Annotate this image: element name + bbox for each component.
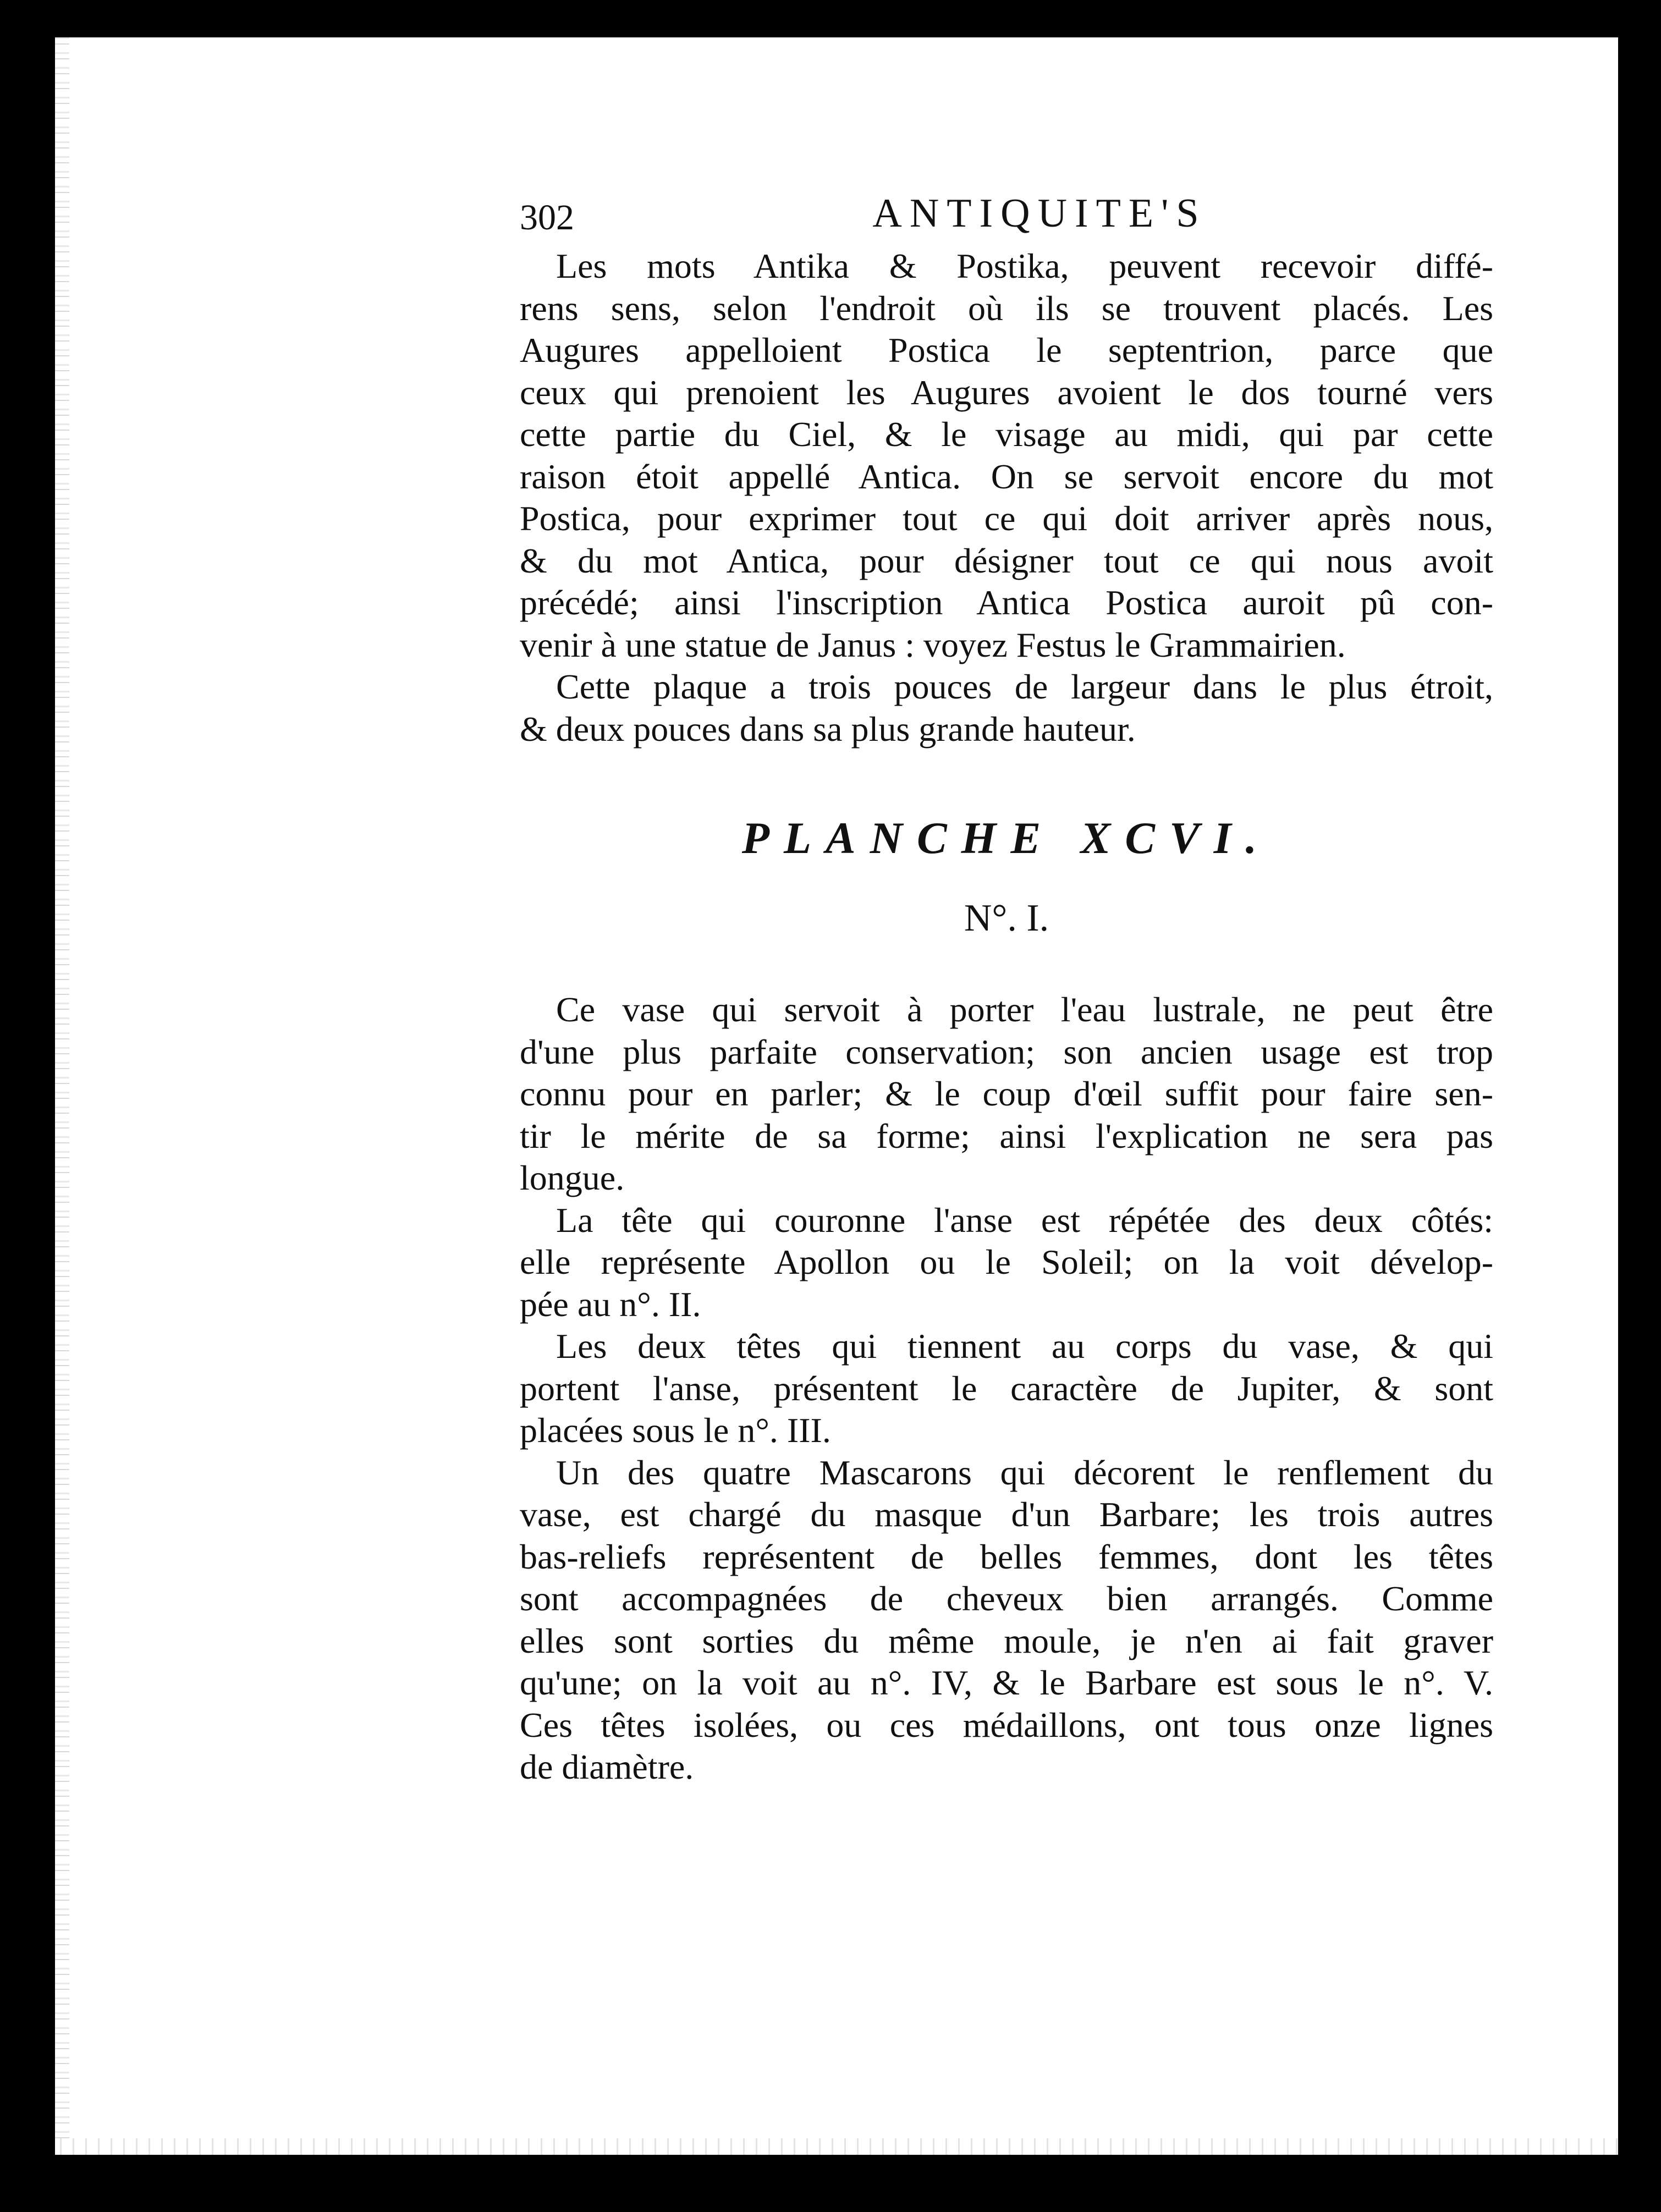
- text-line: qu'une; on la voit au n°. IV, & le Barbare est sous le n°. V.: [520, 1663, 1493, 1702]
- text-line: elle représente Apollon ou le Soleil; on la voit dévelop-: [520, 1242, 1493, 1281]
- text-line: Cette plaque a trois pouces de largeur dans le plus étroit,: [556, 667, 1493, 706]
- plate-number: N°. I.: [964, 897, 1049, 939]
- running-head: [520, 192, 1493, 245]
- text-line: & deux pouces dans sa plus grande hauteur.: [520, 709, 1136, 749]
- text-line: cette partie du Ciel, & le visage au midi, qui par cette: [520, 415, 1493, 454]
- text-line: raison étoit appellé Antica. On se servoit encore du mot: [520, 456, 1493, 496]
- text-line: Les mots Antika & Postika, peuvent recevoir diffé-: [556, 246, 1493, 285]
- text-line: Ce vase qui servoit à porter l'eau lustrale, ne peut être: [556, 990, 1493, 1029]
- paragraph-vase-lustrale: [520, 989, 1493, 1199]
- text-line: rens sens, selon l'endroit où ils se trouvent placés. Les: [520, 288, 1493, 328]
- text-line: Les deux têtes qui tiennent au corps du vase, & qui: [556, 1327, 1493, 1366]
- text-line: portent l'anse, présentent le caractère de Jupiter, & sont: [520, 1368, 1493, 1408]
- running-title: ANTIQUITE'S: [872, 191, 1207, 236]
- paragraph-tete-anse: [520, 1199, 1493, 1326]
- page-bottom-edge: [55, 2138, 1618, 2155]
- text-line: longue.: [520, 1158, 625, 1197]
- text-line: d'une plus parfaite conservation; son ancien usage est trop: [520, 1032, 1493, 1071]
- plate-title: PLANCHE XCVI.: [741, 813, 1272, 863]
- text-line: pée au n°. II.: [520, 1284, 701, 1324]
- text-line: & du mot Antica, pour désigner tout ce qui nous avoit: [520, 541, 1493, 580]
- page-number: 302: [520, 197, 574, 238]
- paragraph-plaque-dimensions: [520, 666, 1493, 750]
- text-line: Ces têtes isolées, ou ces médaillons, ont tous onze lignes: [520, 1705, 1493, 1745]
- text-line: Augures appelloient Postica le septentrion, parce que: [520, 331, 1493, 370]
- text-line: placées sous le n°. III.: [520, 1411, 831, 1450]
- text-line: Un des quatre Mascarons qui décorent le renflement du: [556, 1452, 1493, 1492]
- scanned-page: [55, 37, 1618, 2155]
- text-line: bas-reliefs représentent de belles femmes, dont les têtes: [520, 1537, 1493, 1576]
- text-line: de diamètre.: [520, 1747, 694, 1786]
- text-line: venir à une statue de Janus : voyez Festus le Grammairien.: [520, 625, 1346, 664]
- paragraph-mascarons: [520, 1452, 1493, 1789]
- text-line: tir le mérite de sa forme; ainsi l'explication ne sera pas: [520, 1116, 1493, 1155]
- text-line: La tête qui couronne l'anse est répétée des deux côtés:: [556, 1200, 1493, 1240]
- page-left-edge: [55, 37, 69, 2155]
- text-line: elles sont sorties du même moule, je n'en ai fait graver: [520, 1621, 1493, 1660]
- text-line: vase, est chargé du masque d'un Barbare; les trois autres: [520, 1495, 1493, 1534]
- text-line: ceux qui prenoient les Augures avoient le dos tourné vers: [520, 372, 1493, 412]
- text-line: sont accompagnées de cheveux bien arrangés. Comme: [520, 1579, 1493, 1618]
- text-line: précédé; ainsi l'inscription Antica Postica auroit pû con-: [520, 583, 1493, 622]
- text-line: connu pour en parler; & le coup d'œil suffit pour faire sen-: [520, 1074, 1493, 1113]
- paragraph-antika-postika: [520, 245, 1493, 666]
- text-line: Postica, pour exprimer tout ce qui doit arriver après nous,: [520, 499, 1493, 538]
- paragraph-deux-tetes: [520, 1325, 1493, 1452]
- text-block: [520, 192, 1493, 1789]
